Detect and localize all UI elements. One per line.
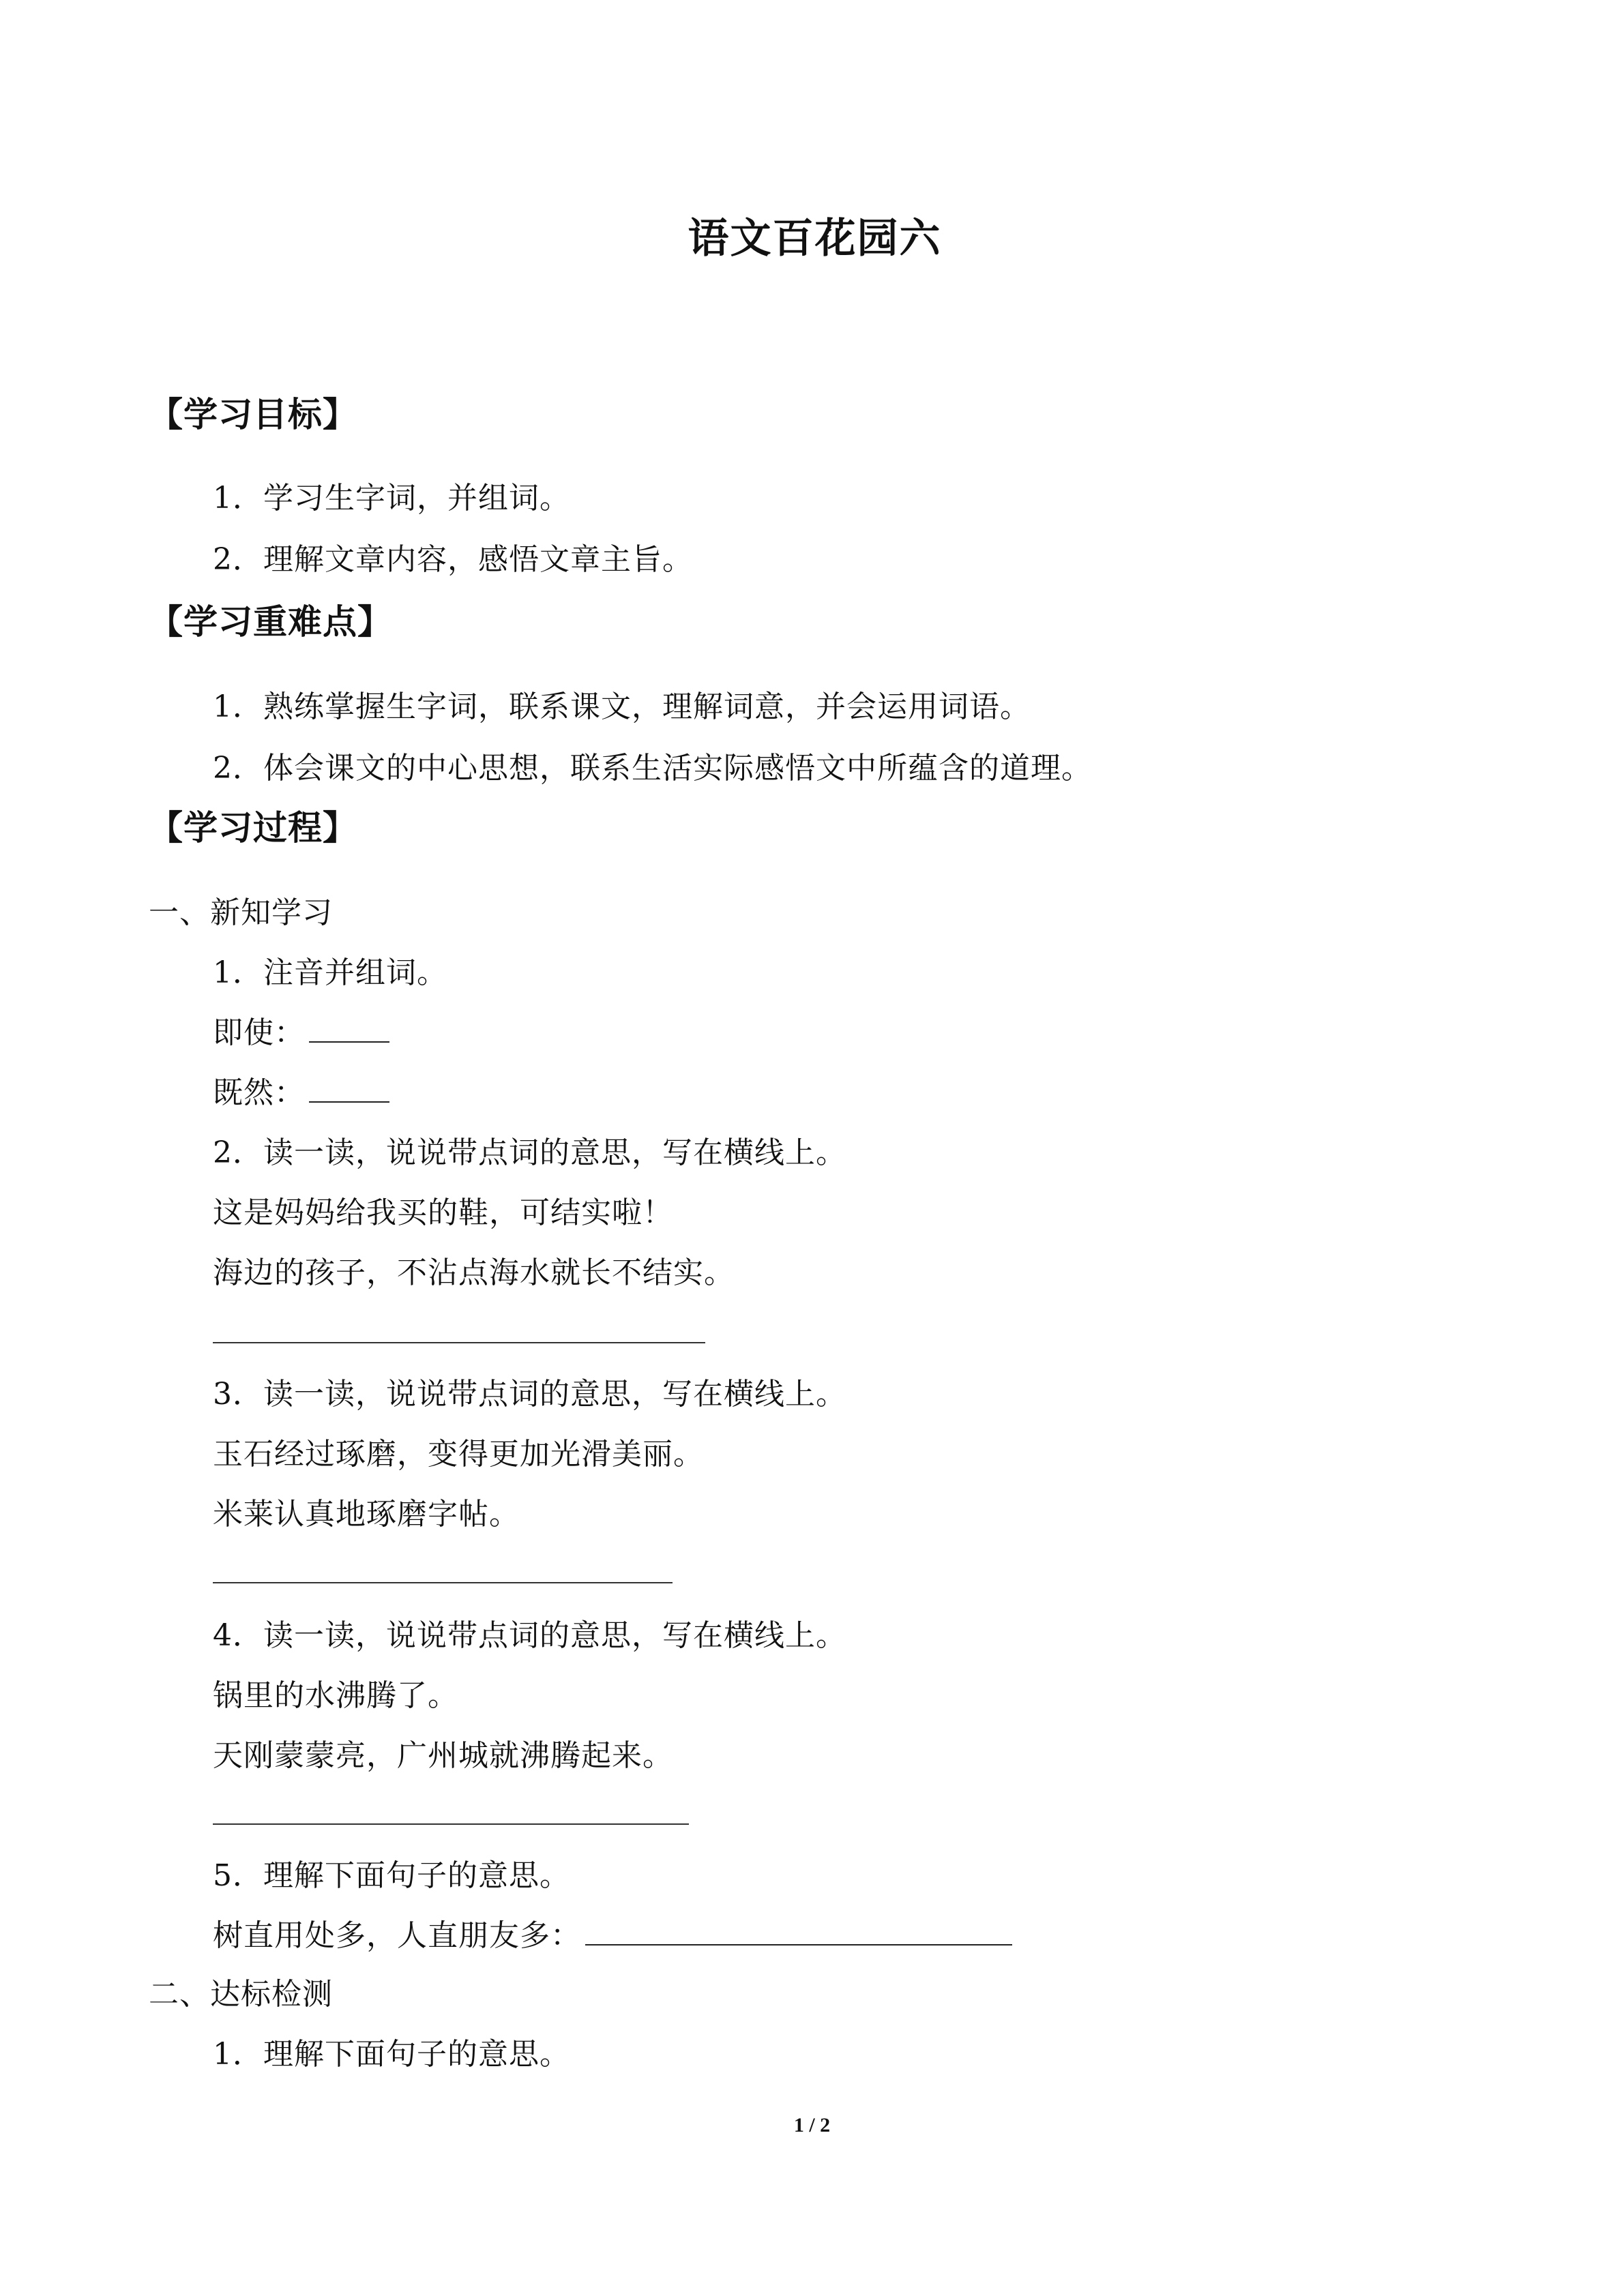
part2-question-1: 1．理解下面句子的意思。 bbox=[213, 2037, 570, 2072]
keypoint-item: 2．体会课文的中心思想，联系生活实际感悟文中所蕴含的道理。 bbox=[213, 751, 1092, 786]
question-1-item-a bbox=[213, 1008, 389, 1052]
part2-heading: 二、达标检测 bbox=[149, 1977, 333, 2012]
answer-line[interactable] bbox=[213, 1342, 705, 1343]
question-3: 3．读一读，说说带点词的意思，写在横线上。 bbox=[213, 1377, 846, 1412]
question-1-item-b bbox=[213, 1068, 389, 1112]
section-heading-keypoints: 【学习重难点】 bbox=[149, 601, 392, 642]
answer-blank[interactable] bbox=[585, 1917, 1012, 1945]
keypoint-item: 1．熟练掌握生字词，联系课文，理解词意，并会运用词语。 bbox=[213, 689, 1031, 724]
question-5-sentence bbox=[213, 1911, 1012, 1954]
section-heading-process: 【学习过程】 bbox=[149, 807, 357, 848]
question-5-sentence-text: 树直用处多，人直朋友多： bbox=[213, 1918, 581, 1953]
question-1-item-b-label: 既然： bbox=[213, 1075, 305, 1110]
question-4-sentence: 天刚蒙蒙亮，广州城就沸腾起来。 bbox=[213, 1738, 673, 1773]
page-number: 1 / 2 bbox=[793, 2114, 831, 2136]
question-2: 2．读一读，说说带点词的意思，写在横线上。 bbox=[213, 1135, 846, 1170]
question-1: 1．注音并组词。 bbox=[213, 955, 447, 990]
answer-blank[interactable] bbox=[309, 1074, 389, 1103]
question-4-sentence: 锅里的水沸腾了。 bbox=[213, 1678, 458, 1713]
answer-line[interactable] bbox=[213, 1823, 689, 1825]
question-1-item-a-label: 即使： bbox=[213, 1015, 305, 1050]
goal-item: 1．学习生字词，并组词。 bbox=[213, 481, 570, 516]
question-2-sentence: 海边的孩子，不沾点海水就长不结实。 bbox=[213, 1255, 735, 1290]
question-3-sentence: 玉石经过琢磨，变得更加光滑美丽。 bbox=[213, 1437, 704, 1472]
answer-blank[interactable] bbox=[309, 1014, 389, 1043]
question-2-sentence: 这是妈妈给我买的鞋，可结实啦！ bbox=[213, 1195, 673, 1230]
section-heading-goals: 【学习目标】 bbox=[149, 394, 357, 434]
goal-item: 2．理解文章内容，感悟文章主旨。 bbox=[213, 542, 693, 577]
question-5: 5．理解下面句子的意思。 bbox=[213, 1858, 570, 1893]
part1-heading: 一、新知学习 bbox=[149, 895, 333, 930]
question-4: 4．读一读，说说带点词的意思，写在横线上。 bbox=[213, 1618, 846, 1653]
question-3-sentence: 米莱认真地琢磨字帖。 bbox=[213, 1497, 520, 1532]
answer-line[interactable] bbox=[213, 1582, 673, 1583]
page-title: 语文百花园六 bbox=[688, 215, 942, 263]
